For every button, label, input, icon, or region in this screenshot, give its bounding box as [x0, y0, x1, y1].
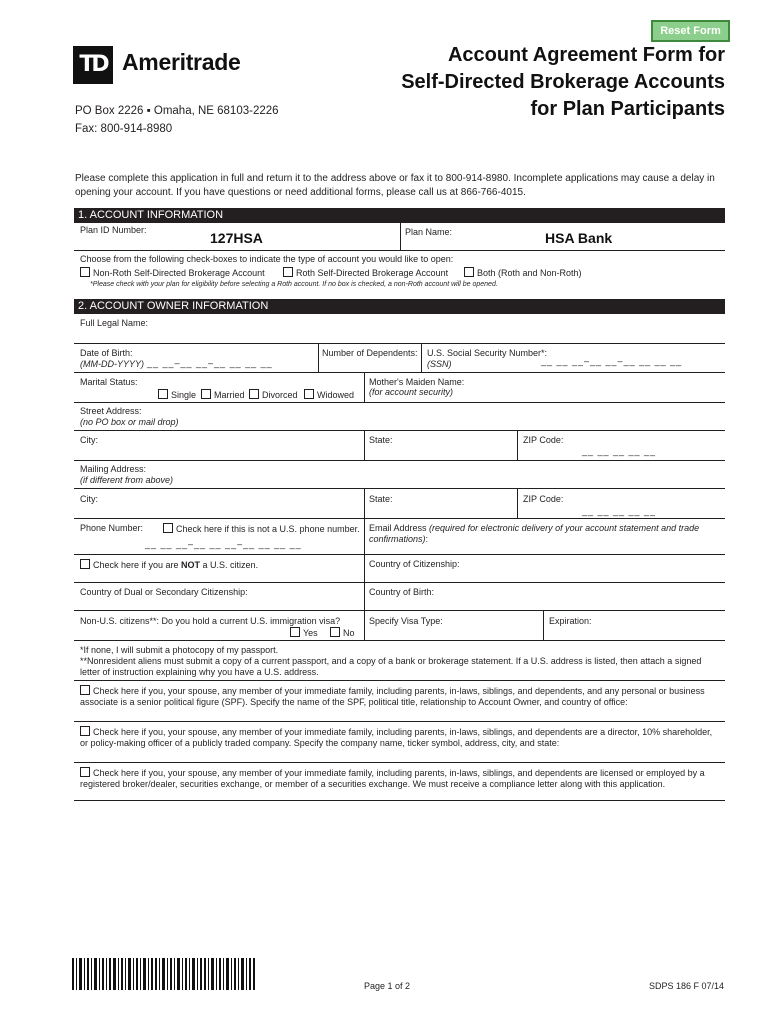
street-address-sub: (no PO box or mail drop)	[80, 417, 179, 427]
spf-checkbox[interactable]	[80, 685, 90, 695]
visa-question: Non-U.S. citizens**: Do you hold a current U.S. immigration visa?	[80, 616, 341, 626]
divider	[74, 250, 725, 251]
divider	[74, 721, 725, 722]
visa-no-label: No	[343, 628, 355, 638]
divider	[74, 430, 725, 431]
street-address-label: Street Address:	[80, 406, 142, 416]
section-1-heading: 1. ACCOUNT INFORMATION	[74, 208, 725, 223]
title-line-1: Account Agreement Form for	[447, 44, 725, 66]
page-number: Page 1 of 2	[364, 981, 411, 991]
spf-option[interactable]	[80, 685, 720, 708]
ameritrade-logo-text: Ameritrade	[122, 49, 241, 75]
non-roth-label: Non-Roth Self-Directed Brokerage Account	[93, 268, 265, 278]
marital-widowed[interactable]	[304, 389, 354, 401]
email-sub: (required for electronic delivery of your account statement and trade confirmations)	[369, 523, 700, 544]
non-us-phone-label: Check here if this is not a U.S. phone number.	[176, 524, 360, 534]
visa-yes-option[interactable]	[290, 627, 318, 639]
divider	[74, 640, 725, 641]
barcode-icon	[72, 958, 255, 990]
non-roth-checkbox[interactable]	[80, 267, 90, 277]
option-roth[interactable]	[283, 267, 448, 279]
phone-field[interactable]: __ __ __–__ __ __–__ __ __ __	[145, 539, 302, 549]
td-logo-icon: TD	[73, 46, 113, 84]
divider	[364, 610, 365, 640]
phone-label: Phone Number:	[80, 523, 144, 533]
section-2-heading: 2. ACCOUNT OWNER INFORMATION	[74, 299, 725, 314]
footnote-nonresident: **Nonresident aliens must submit a copy of a current passport, and a copy of a bank or brokerage statement. If a U.S. address is listed, then attach a signed letter of instruction explaining why you have a U.S. address.	[80, 656, 702, 677]
dob-field[interactable]: __ __–__ __–__ __ __ __	[147, 358, 273, 368]
non-us-phone-checkbox[interactable]	[163, 523, 173, 533]
divider	[74, 343, 725, 344]
not-citizen-post: a U.S. citizen.	[200, 560, 259, 570]
single-checkbox[interactable]	[158, 389, 168, 399]
divider	[74, 582, 725, 583]
broker-option[interactable]	[80, 767, 720, 790]
dob-label: Date of Birth:	[80, 348, 133, 358]
dependents-label: Number of Dependents:	[322, 348, 418, 358]
non-us-phone-option[interactable]	[163, 523, 360, 535]
visa-yes-checkbox[interactable]	[290, 627, 300, 637]
mailing-address-sub: (if different from above)	[80, 475, 174, 485]
single-label: Single	[171, 390, 197, 400]
divider	[364, 582, 365, 610]
visa-no-checkbox[interactable]	[330, 627, 340, 637]
fax-number: Fax: 800-914-8980	[75, 123, 173, 135]
not-citizen-bold: NOT	[181, 560, 201, 570]
divider	[364, 488, 365, 518]
director-checkbox[interactable]	[80, 726, 90, 736]
mailing-city-label: City:	[80, 494, 98, 504]
plan-id-value[interactable]: 127HSA	[210, 230, 263, 246]
maiden-name-sub: (for account security)	[369, 387, 454, 397]
mailing-state-label: State:	[369, 494, 393, 504]
country-of-birth-label: Country of Birth:	[369, 587, 435, 597]
citizenship-label: Country of Citizenship:	[369, 559, 460, 569]
broker-checkbox[interactable]	[80, 767, 90, 777]
visa-yes-label: Yes	[303, 628, 318, 638]
divorced-label: Divorced	[262, 390, 298, 400]
full-legal-name-label: Full Legal Name:	[80, 318, 149, 328]
title-line-3: for Plan Participants	[530, 98, 725, 120]
not-us-citizen-checkbox[interactable]	[80, 559, 90, 569]
email-colon: :	[425, 534, 429, 544]
divider	[364, 430, 365, 460]
ssn-label: U.S. Social Security Number*:	[427, 348, 548, 358]
mailing-address-label: Mailing Address:	[80, 464, 147, 474]
director-text: Check here if you, your spouse, any member of your immediate family, including parents, in-laws, siblings, and dependents are a director, 10% shareholder, or policy-making officer of a publicly traded company. Specify the company name, ticker symbol, address, city, and state:	[80, 727, 713, 748]
plan-id-label: Plan ID Number:	[80, 225, 147, 235]
marital-divorced[interactable]	[249, 389, 298, 401]
ssn-sub: (SSN)	[427, 359, 452, 369]
divider	[74, 800, 725, 801]
divider	[74, 460, 725, 461]
footnote-passport: *If none, I will submit a photocopy of my passport.	[80, 645, 279, 655]
divider	[74, 402, 725, 403]
divider	[364, 554, 365, 582]
not-us-citizen-option[interactable]	[80, 559, 258, 571]
expiration-label: Expiration:	[549, 616, 592, 626]
ssn-field[interactable]: __ __ __–__ __–__ __ __ __	[541, 356, 683, 366]
option-non-roth[interactable]	[80, 267, 265, 279]
divider	[364, 372, 365, 402]
divider	[74, 610, 725, 611]
roth-label: Roth Self-Directed Brokerage Account	[296, 268, 449, 278]
divider	[74, 680, 725, 681]
divorced-checkbox[interactable]	[249, 389, 259, 399]
email-title: Email Address	[369, 523, 427, 533]
widowed-label: Widowed	[317, 390, 355, 400]
marital-status-label: Marital Status:	[80, 377, 138, 387]
divider	[517, 430, 518, 460]
divider	[400, 223, 401, 251]
mailing-zip-label: ZIP Code:	[523, 494, 564, 504]
both-checkbox[interactable]	[464, 267, 474, 277]
mailing-zip-field[interactable]: __ __ __ __ __	[582, 506, 657, 516]
divider	[74, 762, 725, 763]
both-label: Both (Roth and Non-Roth)	[477, 268, 582, 278]
form-title	[401, 42, 725, 123]
plan-name-value[interactable]: HSA Bank	[545, 230, 613, 246]
visa-no-option[interactable]	[330, 627, 355, 639]
divider	[543, 610, 544, 640]
form-code: SDPS 186 F 07/14	[648, 981, 724, 991]
marital-single[interactable]	[158, 389, 196, 401]
zip-field[interactable]: __ __ __ __ __	[582, 446, 657, 456]
option-both[interactable]	[464, 267, 582, 279]
director-option[interactable]	[80, 726, 720, 749]
city-label: City:	[80, 435, 98, 445]
married-checkbox[interactable]	[201, 389, 211, 399]
account-type-instruction: Choose from the following check-boxes to indicate the type of account you would like to open:	[80, 254, 454, 264]
spf-text: Check here if you, your spouse, any member of your immediate family, including parents, in-laws, siblings, and dependents, and any personal or business associate is a senior political figure (SPF). Specify the name of the SPF, political title, relationship to Account Owner, and country of office:	[80, 686, 705, 707]
divider	[74, 372, 725, 373]
widowed-checkbox[interactable]	[304, 389, 314, 399]
email-label	[369, 523, 709, 545]
state-label: State:	[369, 435, 393, 445]
reset-form-button[interactable]: Reset Form	[651, 20, 730, 42]
roth-eligibility-note: *Please check with your plan for eligibility before selecting a Roth account. If no box is checked, a non-Roth account will be opened.	[90, 281, 498, 288]
divider	[517, 488, 518, 518]
mailing-address: PO Box 2226 ▪ Omaha, NE 68103-2226	[75, 105, 279, 117]
divider	[74, 554, 725, 555]
plan-name-label: Plan Name:	[405, 227, 453, 237]
maiden-name-label: Mother's Maiden Name:	[369, 377, 465, 387]
marital-married[interactable]	[201, 389, 245, 401]
intro-paragraph: Please complete this application in full and return it to the address above or fax it to 800-914-8980. Incomplete applications may cause a delay in opening your account. If you have questions or need additional forms, please call us at 866-766-4015.	[75, 173, 715, 198]
divider	[364, 518, 365, 554]
dob-format: (MM-DD-YYYY)	[80, 359, 144, 369]
roth-checkbox[interactable]	[283, 267, 293, 277]
divider	[318, 343, 319, 372]
broker-text: Check here if you, your spouse, any member of your immediate family, including parents, in-laws, siblings, and dependents are licensed or employed by a registered broker/dealer, securities exchange, or member of a securities exchange. We must receive a compliance letter along with this application.	[80, 768, 705, 789]
married-label: Married	[214, 390, 245, 400]
title-line-2: Self-Directed Brokerage Accounts	[401, 71, 725, 93]
dual-citizenship-label: Country of Dual or Secondary Citizenship:	[80, 587, 248, 597]
divider	[74, 518, 725, 519]
zip-label: ZIP Code:	[523, 435, 564, 445]
not-citizen-pre: Check here if you are	[93, 560, 182, 570]
visa-type-label: Specify Visa Type:	[369, 616, 443, 626]
divider	[421, 343, 422, 372]
divider	[74, 488, 725, 489]
